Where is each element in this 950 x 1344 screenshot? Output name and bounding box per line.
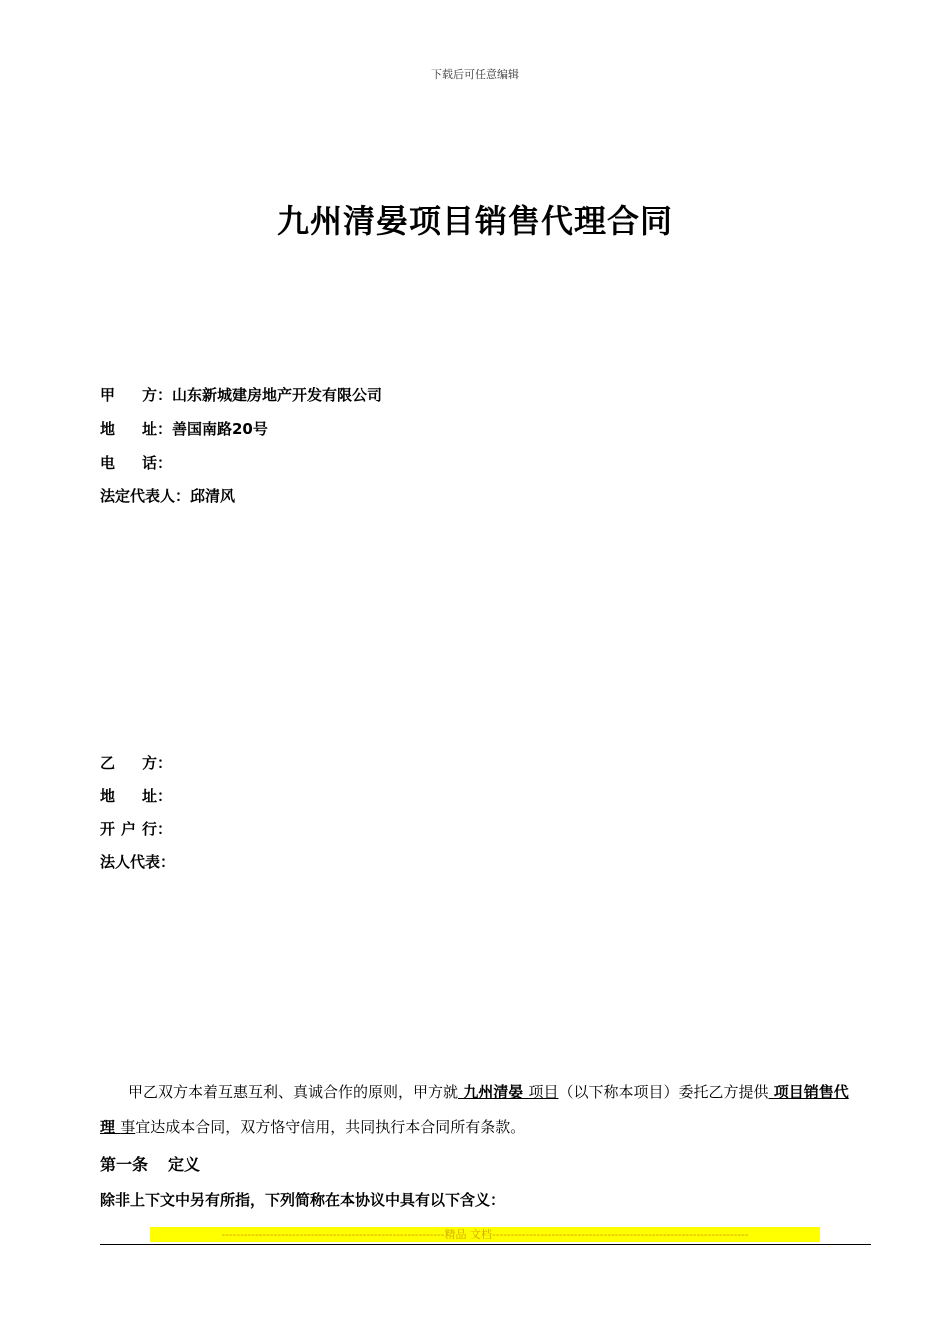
party-a-name-line — [100, 384, 382, 405]
definition-intro: 除非上下文中另有所指，下列简称在本协议中具有以下含义： — [100, 1191, 506, 1209]
intro-paragraph — [100, 1075, 850, 1145]
party-b-rep-line — [100, 851, 175, 872]
section-1-number: 第一条 — [100, 1155, 149, 1174]
party-b-name-line — [100, 752, 172, 773]
party-a-phone-line — [100, 452, 172, 473]
party-a-rep-value: 邱清风 — [190, 487, 236, 505]
footer-divider — [100, 1244, 871, 1245]
party-b-rep-label: 法人代表： — [100, 853, 176, 871]
intro-part2: 项目 — [528, 1083, 559, 1101]
document-title: 九州清晏项目销售代理合同 — [276, 202, 673, 240]
intro-project-name: 九州清晏 — [458, 1083, 529, 1101]
party-a-address-line — [100, 418, 268, 439]
section-1-heading — [100, 1152, 200, 1175]
party-b-bank-label: 开 户 行： — [100, 820, 172, 838]
party-b-name-label: 乙 方： — [100, 754, 172, 772]
party-a-rep-label: 法定代表人： — [100, 487, 191, 505]
intro-service-name: 项目销售代理 — [100, 1083, 849, 1136]
intro-part5: 宜达成本合同，双方恪守信用，共同执行本合同所有条款。 — [135, 1118, 526, 1136]
section-1-title: 定义 — [168, 1155, 201, 1174]
party-b-address-label: 地 址： — [100, 787, 172, 805]
footer-banner: ------------------------------------------------------------精品 文档--------------------------------------------------------------------- — [150, 1227, 820, 1242]
intro-part3: （以下称本项目）委托乙方提供 — [558, 1083, 769, 1101]
party-a-name-value: 山东新城建房地产开发有限公司 — [172, 386, 383, 404]
intro-part1: 甲乙双方本着互惠互利、真诚合作的原则，甲方就 — [128, 1083, 459, 1101]
party-b-address-line — [100, 785, 172, 806]
header-note: 下载后可任意编辑 — [431, 68, 519, 81]
party-a-rep-line — [100, 485, 235, 506]
party-a-phone-label: 电 话： — [100, 454, 172, 472]
party-a-address-label: 地 址： — [100, 420, 172, 438]
party-a-address-value: 善国南路20号 — [172, 420, 268, 438]
intro-part4: 事 — [120, 1118, 136, 1136]
party-b-bank-line — [100, 818, 172, 839]
party-a-name-label: 甲 方： — [100, 386, 172, 404]
